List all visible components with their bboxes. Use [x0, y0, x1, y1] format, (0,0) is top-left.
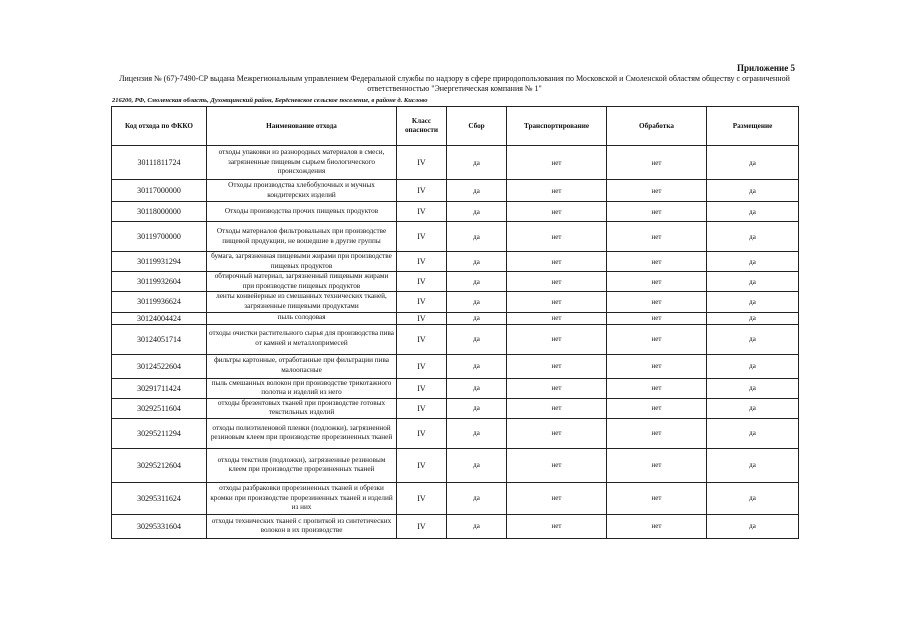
cell-transport: нет — [507, 252, 607, 272]
header-transport: Транспортирование — [507, 107, 607, 146]
cell-processing: нет — [607, 398, 707, 418]
cell-name: бумага, загрязненная пищевыми жирами при производстве пищевых продуктов — [207, 252, 397, 272]
cell-name: отходы технических тканей с пропиткой из синтетических волокон в их производстве — [207, 514, 397, 538]
cell-collection: да — [447, 354, 507, 378]
cell-class: IV — [397, 378, 447, 398]
table-row — [112, 202, 799, 222]
cell-name: отходы упаковки из разнородных материалов в смеси, загрязненные пищевым сырьем биологического происхождения — [207, 146, 397, 180]
table-row — [112, 312, 799, 324]
cell-transport: нет — [507, 378, 607, 398]
cell-code: 30124004424 — [112, 312, 207, 324]
cell-name: фильтры картонные, отработанные при фильтрации пива малоопасные — [207, 354, 397, 378]
cell-transport: нет — [507, 180, 607, 202]
cell-transport: нет — [507, 324, 607, 354]
cell-name: отходы очистки растительного сырья для производства пива от камней и металлопримесей — [207, 324, 397, 354]
cell-name: пыль солодовая — [207, 312, 397, 324]
cell-transport: нет — [507, 146, 607, 180]
header-class: Класс опасности — [397, 107, 447, 146]
address-text: 216200, РФ, Смоленская область, Духовщинский район, Берёсневское сельское поселение, в районе д. Кислово — [112, 97, 428, 104]
cell-transport: нет — [507, 482, 607, 514]
cell-code: 30124522604 — [112, 354, 207, 378]
table-row — [112, 378, 799, 398]
table-row — [112, 324, 799, 354]
table-row — [112, 354, 799, 378]
table-row — [112, 252, 799, 272]
table-row — [112, 448, 799, 482]
cell-transport: нет — [507, 272, 607, 292]
cell-collection: да — [447, 324, 507, 354]
header-placement: Размещение — [707, 107, 799, 146]
cell-placement: да — [707, 378, 799, 398]
cell-transport: нет — [507, 514, 607, 538]
cell-code: 30119700000 — [112, 222, 207, 252]
table-row — [112, 180, 799, 202]
cell-class: IV — [397, 312, 447, 324]
cell-collection: да — [447, 180, 507, 202]
cell-placement: да — [707, 252, 799, 272]
cell-processing: нет — [607, 312, 707, 324]
cell-collection: да — [447, 482, 507, 514]
cell-processing: нет — [607, 354, 707, 378]
cell-placement: да — [707, 354, 799, 378]
table-body — [112, 146, 799, 539]
cell-processing: нет — [607, 378, 707, 398]
cell-placement: да — [707, 324, 799, 354]
cell-name: Отходы производства хлебобулочных и мучных кондитерских изделий — [207, 180, 397, 202]
cell-name: обтирочный материал, загрязненный пищевыми жирами при производстве пищевых продуктов — [207, 272, 397, 292]
cell-placement: да — [707, 222, 799, 252]
cell-name: Отходы материалов фильтровальных при производстве пищевой продукции, не вошедшие в другие группы — [207, 222, 397, 252]
cell-class: IV — [397, 272, 447, 292]
cell-code: 30118000000 — [112, 202, 207, 222]
cell-placement: да — [707, 398, 799, 418]
cell-name: отходы брезентовых тканей при производстве готовых текстильных изделий — [207, 398, 397, 418]
cell-collection: да — [447, 272, 507, 292]
cell-collection: да — [447, 418, 507, 448]
cell-code: 30119936624 — [112, 292, 207, 312]
cell-code: 30124051714 — [112, 324, 207, 354]
cell-processing: нет — [607, 146, 707, 180]
cell-name: отходы разбраковки прорезиненных тканей и обрезки кромки при производстве прорезиненных тканей и изделий из них — [207, 482, 397, 514]
table-row — [112, 292, 799, 312]
cell-class: IV — [397, 398, 447, 418]
cell-collection: да — [447, 378, 507, 398]
cell-code: 30117000000 — [112, 180, 207, 202]
cell-processing: нет — [607, 222, 707, 252]
cell-code: 30119932604 — [112, 272, 207, 292]
table-row — [112, 514, 799, 538]
table-header-row — [112, 107, 799, 146]
cell-code: 30295331604 — [112, 514, 207, 538]
license-text: Лицензия № (67)-7490-СР выдана Межрегиональным управлением Федеральной службы по надзору в сфере природопользования по Московской и Смоленской областям обществу с ограниченной ответственностью "Энергетическая компания № 1" — [119, 74, 790, 93]
cell-class: IV — [397, 418, 447, 448]
cell-placement: да — [707, 312, 799, 324]
cell-processing: нет — [607, 418, 707, 448]
cell-placement: да — [707, 418, 799, 448]
cell-name: отходы текстиля (подложки), загрязненные резиновым клеем при производстве прорезиненных тканей — [207, 448, 397, 482]
cell-code: 30111811724 — [112, 146, 207, 180]
cell-processing: нет — [607, 202, 707, 222]
cell-class: IV — [397, 448, 447, 482]
cell-processing: нет — [607, 448, 707, 482]
cell-code: 30119931294 — [112, 252, 207, 272]
cell-code: 30295211294 — [112, 418, 207, 448]
header-code: Код отхода по ФККО — [112, 107, 207, 146]
cell-class: IV — [397, 324, 447, 354]
header-processing: Обработка — [607, 107, 707, 146]
cell-processing: нет — [607, 252, 707, 272]
waste-table — [111, 106, 799, 539]
cell-processing: нет — [607, 292, 707, 312]
cell-code: 30295311624 — [112, 482, 207, 514]
cell-name: ленты конвейерные из смешанных технических тканей, загрязненные пищевыми продуктами — [207, 292, 397, 312]
cell-transport: нет — [507, 222, 607, 252]
cell-transport: нет — [507, 292, 607, 312]
table-row — [112, 482, 799, 514]
cell-placement: да — [707, 272, 799, 292]
table-row — [112, 272, 799, 292]
cell-class: IV — [397, 482, 447, 514]
header-name: Наименование отхода — [207, 107, 397, 146]
cell-class: IV — [397, 146, 447, 180]
cell-placement: да — [707, 482, 799, 514]
cell-placement: да — [707, 292, 799, 312]
cell-collection: да — [447, 202, 507, 222]
cell-code: 30291711424 — [112, 378, 207, 398]
cell-transport: нет — [507, 312, 607, 324]
cell-collection: да — [447, 448, 507, 482]
cell-placement: да — [707, 448, 799, 482]
cell-class: IV — [397, 354, 447, 378]
cell-transport: нет — [507, 418, 607, 448]
cell-placement: да — [707, 180, 799, 202]
table-row — [112, 418, 799, 448]
cell-name: отходы полиэтиленовой пленки (подложки), загрязненной резиновым клеем при производстве прорезиненных тканей — [207, 418, 397, 448]
cell-transport: нет — [507, 202, 607, 222]
cell-placement: да — [707, 146, 799, 180]
appendix-label: Приложение 5 — [736, 63, 795, 73]
cell-class: IV — [397, 222, 447, 252]
cell-placement: да — [707, 202, 799, 222]
cell-transport: нет — [507, 398, 607, 418]
cell-processing: нет — [607, 180, 707, 202]
cell-processing: нет — [607, 482, 707, 514]
header-collection: Сбор — [447, 107, 507, 146]
cell-transport: нет — [507, 448, 607, 482]
cell-collection: да — [447, 222, 507, 252]
cell-processing: нет — [607, 514, 707, 538]
cell-class: IV — [397, 252, 447, 272]
cell-processing: нет — [607, 272, 707, 292]
table-row — [112, 398, 799, 418]
cell-name: Отходы производства прочих пищевых продуктов — [207, 202, 397, 222]
cell-collection: да — [447, 514, 507, 538]
table-row — [112, 146, 799, 180]
cell-collection: да — [447, 398, 507, 418]
cell-processing: нет — [607, 324, 707, 354]
cell-collection: да — [447, 252, 507, 272]
cell-transport: нет — [507, 354, 607, 378]
cell-class: IV — [397, 514, 447, 538]
cell-class: IV — [397, 202, 447, 222]
cell-code: 30292511604 — [112, 398, 207, 418]
cell-class: IV — [397, 292, 447, 312]
cell-collection: да — [447, 312, 507, 324]
cell-collection: да — [447, 292, 507, 312]
cell-name: пыль смешанных волокон при производстве трикотажного полотна и изделий из него — [207, 378, 397, 398]
table-row — [112, 222, 799, 252]
cell-class: IV — [397, 180, 447, 202]
cell-code: 30295212604 — [112, 448, 207, 482]
cell-placement: да — [707, 514, 799, 538]
cell-collection: да — [447, 146, 507, 180]
